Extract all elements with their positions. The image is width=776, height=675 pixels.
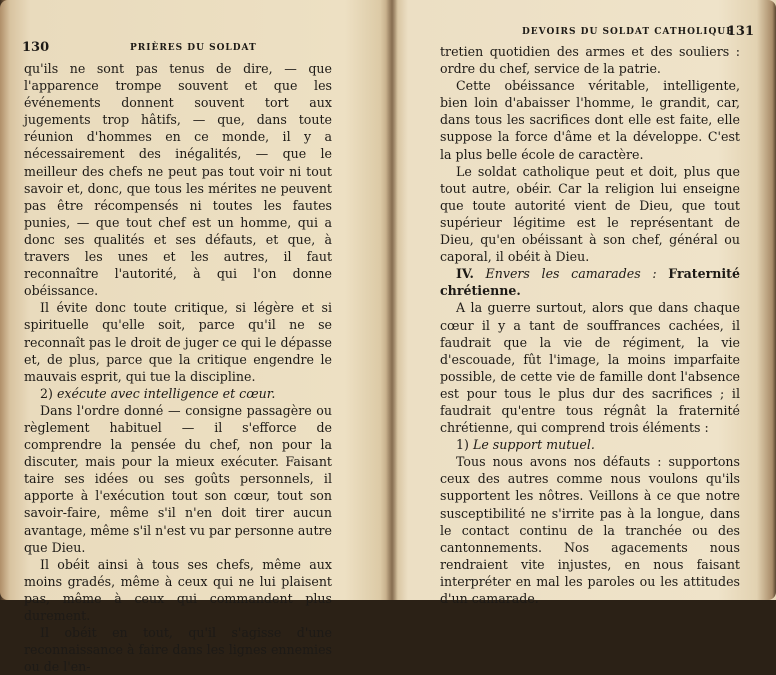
paragraph: tretien quotidien des armes et des souliers : ordre du chef, service de la patrie. bbox=[440, 44, 740, 77]
right-running-head: DEVOIRS DU SOLDAT CATHOLIQUE bbox=[522, 27, 735, 37]
paragraph: Il obéit en tout, qu'il s'agisse d'une reconnaissance à faire dans les lignes ennemies ou de l'en- bbox=[24, 625, 332, 675]
item-title: Le support mutuel. bbox=[472, 437, 595, 453]
paragraph: Dans l'ordre donné — consigne passagère ou règlement habituel — il s'efforce de comprendre la pensée du chef, non pour la discuter, mais pour la mieux exécuter. Faisant taire ses idées ou ses goûts personnels, il apporte à l'exécution tout son cœur, tout son savoir-faire, même s'il n'en doit tirer aucun avantage, même s'il n'est vu par personne autre que Dieu. bbox=[24, 402, 332, 555]
paragraph: Le soldat catholique peut et doit, plus que tout autre, obéir. Car la religion lui enseigne que toute autorité vient de Dieu, que tout supérieur légitime est le représentant de Dieu, qu'en obéissant à son chef, général ou caporal, il obéit à Dieu. bbox=[440, 163, 740, 265]
paragraph: Cette obéissance véritable, intelligente, bien loin d'abaisser l'homme, le grandit, car, dans tous les sacrifices dont elle est faite, elle suppose la force d'âme et la développe. C'est la plus belle école de caractère. bbox=[440, 78, 740, 162]
numbered-heading bbox=[24, 385, 332, 402]
section-number: IV. bbox=[456, 266, 474, 282]
right-page-number: 131 bbox=[726, 24, 754, 39]
paragraph: Tous nous avons nos défauts : supportons ceux des autres comme nous voulons qu'ils supportent les nôtres. Veillons à ce que notre susceptibilité ne s'irrite pas à la longue, dans le contact continu de la tranchée ou des cantonnements. Nos agacements nous rendraient vite injustes, en nous faisant interpréter en mal les paroles ou les attitudes d'un camarade. bbox=[440, 454, 740, 606]
right-page bbox=[392, 0, 776, 606]
right-page-text bbox=[440, 43, 740, 607]
item-label: 1) bbox=[456, 437, 469, 453]
paragraph: Il obéit ainsi à tous ses chefs, même aux moins gradés, même à ceux qui ne lui plaisent pas, même à ceux qui commandent plus durement. bbox=[24, 556, 332, 623]
section-title-bold: Fraternité chrétienne. bbox=[440, 266, 740, 299]
section-title-italic: Envers les camarades : bbox=[485, 266, 657, 282]
section-heading bbox=[440, 265, 740, 299]
item-label: 2) bbox=[40, 385, 53, 401]
paragraph: qu'ils ne sont pas tenus de dire, — que l'apparence trompe souvent et que les événements donnent souvent tort aux jugements trop hâtifs, — que, dans toute réunion d'hommes en ce monde, il y a nécessairement des inégalités, — que le meilleur des chefs ne peut pas tout voir ni tout savoir et, donc, que tous les mérites ne peuvent pas être récompensés ni toutes les fautes punies, — que tout chef est un homme, qui a donc ses qualités et ses défauts, et que, à travers les unes et les autres, il faut reconnaître l'autorité, à qui l'on donne obéissance. bbox=[24, 61, 332, 299]
numbered-heading bbox=[440, 436, 740, 453]
item-title: exécute avec intelligence et cœur. bbox=[56, 385, 276, 401]
paragraph: Il évite donc toute critique, si légère et si spirituelle qu'elle soit, parce qu'il ne se reconnaît pas le droit de juger ce qui le dépasse et, de plus, parce que la critique engendre le mauvais esprit, qui tue la discipline. bbox=[24, 300, 332, 384]
left-running-head: PRIÈRES DU SOLDAT bbox=[130, 43, 257, 53]
paragraph: A la guerre surtout, alors que dans chaque cœur il y a tant de souffrances cachées, il faudrait que la vie de régiment, la vie d'escouade, fût l'image, la moins imparfaite possible, de cette vie de famille dont l'absence est pour tous le plus dur des sacrifices ; il faudrait qu'entre tous régnât la fraternité chrétienne, qui comprend trois éléments : bbox=[440, 300, 740, 436]
left-page-text bbox=[24, 60, 332, 675]
left-page-number: 130 bbox=[22, 40, 50, 55]
